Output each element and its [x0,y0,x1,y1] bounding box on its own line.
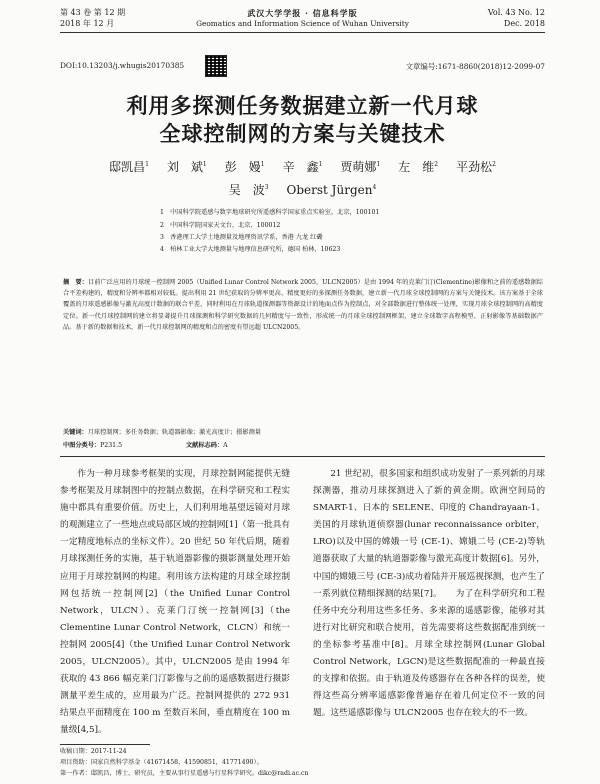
author-affiliation-mark: 2 [434,161,439,168]
author-list-line-2 [60,181,545,198]
footnote-rule [60,744,150,745]
author-affiliation-mark: 1 [376,161,381,168]
keywords-label: 关键词： [63,429,88,436]
footnote-funding: 项目资助：国家自然科学基金（41671458，41590851，41771490）。 [60,759,263,766]
abstract-rule [60,456,545,457]
author-name: 彭 嫚 [224,160,261,174]
author-name: 刘 斌 [166,160,203,174]
author [109,160,149,174]
author [167,160,207,174]
author-affiliation-mark: 1 [260,161,265,168]
author-affiliation-mark: 3 [264,184,269,191]
keywords-text: 月球控制网；多任务数据；轨道器影像；激光高度计；摄影测量 [87,429,261,436]
title-line-2: 全球控制网的方案与关键技术 [159,122,446,146]
header-rule [60,32,545,33]
abstract [63,277,543,333]
affiliation-2: 2 中国科学院国家天文台，北京，100012 [160,222,281,229]
author [456,160,496,174]
author-name: 吴 波 [228,183,265,197]
journal-name-en: Geomatics and Information Science of Wuhan University [196,19,409,28]
affiliation-1: 1 中国科学院遥感与数字地球研究所遥感科学国家重点实验室，北京，100101 [160,209,380,216]
affiliation-4: 4 柏林工业大学大地测量与地理信息研究所，德国 柏林，10623 [160,246,341,253]
footnote-received: 收稿日期：2017-11-24 [60,748,127,755]
clc-label: 中图分类号： [63,442,101,449]
journal-name-cn: 武汉大学学报 · 信息科学版 [247,8,358,18]
author-name: 平劲松 [456,160,493,174]
doc-code-label: 文献标志码： [185,442,224,449]
author-affiliation-mark: 1 [202,161,207,168]
doc-code-text: A [223,442,228,449]
author-affiliation-mark: 1 [318,161,323,168]
clc-text: P231.5 [100,442,123,449]
author-list-line-1 [60,158,545,175]
author [225,160,265,174]
classification [63,440,543,451]
affiliation-3: 3 香港理工大学土地测量及地理资讯学系，香港 九龙 红磡 [160,234,323,241]
volume-issue: 第 43 卷 第 12 期 [60,8,126,17]
body-right-column: 21 世纪初，很多国家和组织成功发射了一系列新的月球探测器，推动月球探测进入了新的黄金期。欧洲空间局的 SMART-1、日本的 SELENE、印度的 Chandrayaan-1、美国的月球轨道侦察器(lunar reconnaissance orbiter，LRO)以及中国的嫦娥一号 (CE-1)、嫦娥二号 (CE-2)等轨道器获取了大量的轨道器影像与激光高度计数据[6]。另外，中国的嫦娥三号 (CE-3)成功着陆并开展巡视探测，也产生了一系列就位精细探测的结果[7]。 为了在科学研究和工程任务中充分利用这些多任务、多来源的遥感影像，能够对其进行对比研究和联合使用，首先需要将这些数据配准到统一的坐标参考基准中[8]。月球全球控制网(Lunar Global Control Network，LGCN)是这些数据配准的一种最直接的支撑和依据。由于轨道及传感器存在各种各样的误差，使得这些高分辨率遥感影像普遍存在着几何定位不一致的问题。这些遥感影像与 ULCN2005 也存在较大的不一致。 [313,469,545,719]
author-name: 辛 鑫 [282,160,319,174]
doi: DOI:10.13203/j.whugis20170385 [60,61,185,70]
issue-date: 2018 年 12 月 [60,19,115,28]
footnote-first-author: 第一作者：邸凯昌，博士，研究员，主要从事行星遥感与行星科学研究。dikc@radi.ac.cn [60,770,309,777]
qr-code-icon [205,55,227,77]
author-affiliation-mark: 1 [145,161,149,168]
title-line-1: 利用多探测任务数据建立新一代月球 [126,94,479,118]
volume-en: Vol. 43 No. 12 [487,8,545,17]
keywords [63,427,543,438]
author-name: 邸凯昌 [109,160,146,174]
article-number: 文章编号:1671-8860(2018)12-2099-07 [405,62,545,71]
author-affiliation-mark: 2 [492,161,496,168]
author [340,160,380,174]
author [398,160,438,174]
author-name: 左 维 [398,160,435,174]
body-left-column: 作为一种月球参考框架的实现，月球控制网能提供无缝参考框架及月球制图中的控制点数据，在科学研究和工程实施中都具有重要价值。历史上，人们利用地基望远镜对月球的观测建立了一些地点或局部区域的控制网[1]（第一批具有一定精度地标点的坐标文件）。20 世纪 50 年代后期，随着月球探测任务的实施，基于轨道器影像的摄影测量处理开始应用于月球控制网的构建。利用该方法构建的月球全球控制网包括统一控制网[2]（the Unified Lunar Control Network，ULCN）、克莱门汀统一控制网[3]（the Clementine Lunar Control Network，CLCN）和统一控制网 2005[4]（the Unified Lunar Control Network 2005，ULCN2005）。其中，ULCN2005 是由 1994 年获取的 43 866 幅克莱门汀影像与之前的遥感数据进行摄影测量平差生成的，应用最为广泛。控制网提供的 272 931 结果点平面精度在 100 m 至数百米间，垂直精度在 100 m 量级[4,5]。 [60,469,290,736]
author [283,160,323,174]
author-affiliation-mark: 4 [372,184,377,191]
date-en: Dec. 2018 [503,19,545,28]
author-name: Oberst Jürgen [286,183,373,197]
author-name: 贾萌娜 [340,160,377,174]
author [229,183,269,197]
abstract-label: 摘 要： [63,279,88,286]
author [287,183,377,197]
abstract-text: 目前广泛应用的月球统一控制网 2005（Unified Lunar Control Network 2005，ULCN2005）是由 1994 年的克莱门汀(Clementine)影像和之前的遥感数据综合平差构建的，精度和分辨率都相对较低。提出利用 21 世纪获取的分辨率更高、精度更好的多探测任务数据，建立新一代月球全球控制网的方案与关键技术。该方案基于全球覆盖的月球遥感影像与激光高度计数据的联合平差，同时利用在月球轨道探测器等资源设计的地面点作为控制点，对全部数据进行整体统一处理，实现月球全球控制网的高精度定位。新一代月球控制网的建立将显著提升月球探测和科学研究数据的几何精度与一致性，形成统一的月球全球控制网框架，建立全球数字高程模型、正射影像等基础数据产品。基于新的数据和技术，新一代月球控制网的精度和点的密度有望远超 ULCN2005。 [63,279,543,331]
